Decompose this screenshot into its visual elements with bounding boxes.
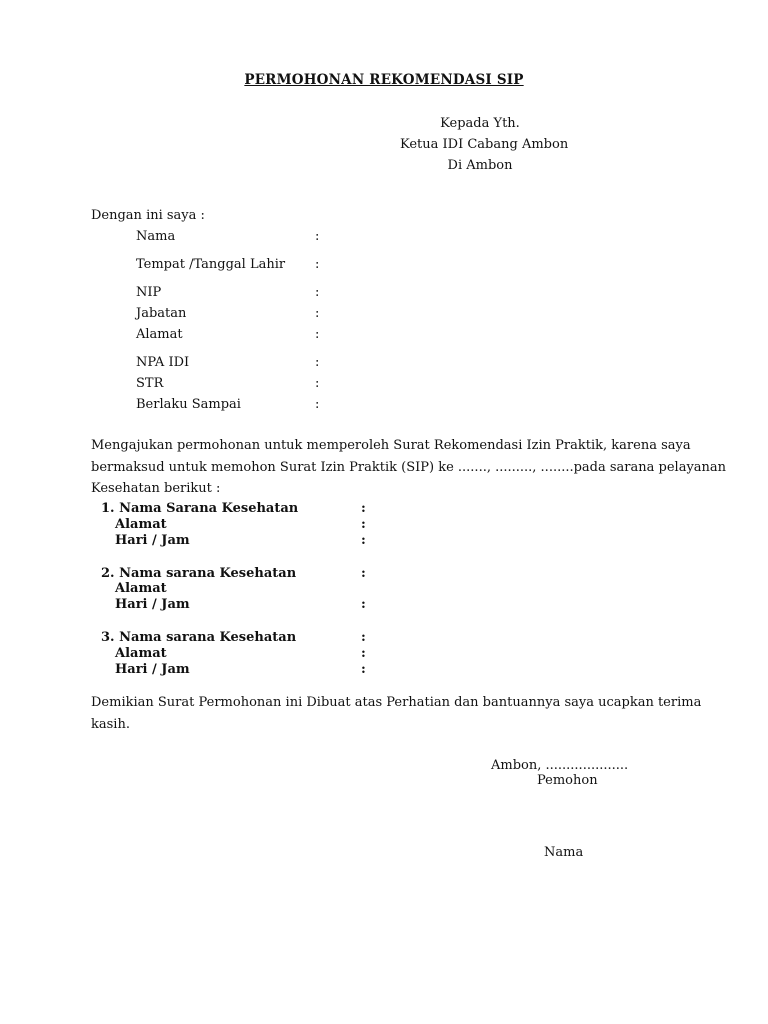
signature-place-date: Ambon, .................... xyxy=(491,758,629,773)
facility-2-name-colon: : xyxy=(361,566,366,581)
field-label-nip: NIP xyxy=(136,285,162,300)
field-label-jabatan: Jabatan xyxy=(136,306,187,321)
facility-1-name-label: 1. Nama Sarana Kesehatan xyxy=(101,501,299,516)
field-colon-ttl: : xyxy=(315,257,320,272)
field-colon-berlaku: : xyxy=(315,397,320,412)
field-label-npa-idi: NPA IDI xyxy=(136,355,190,370)
recipient-line-2: Ketua IDI Cabang Ambon xyxy=(400,137,569,152)
field-colon-nama: : xyxy=(315,229,320,244)
facility-3-alamat-label: Alamat xyxy=(115,646,167,661)
signature-role: Pemohon xyxy=(537,773,598,788)
facility-2-hari-colon: : xyxy=(361,597,366,612)
request-paragraph-line-1: Mengajukan permohonan untuk memperoleh Surat Rekomendasi Izin Praktik, karena saya xyxy=(91,438,691,453)
field-label-nama: Nama xyxy=(136,229,176,244)
facility-1-alamat-colon: : xyxy=(361,517,366,532)
facility-3-name-colon: : xyxy=(361,630,366,645)
field-label-alamat: Alamat xyxy=(136,327,183,342)
recipient-line-1: Kepada Yth. xyxy=(440,116,520,131)
facility-3-hari-label: Hari / Jam xyxy=(115,662,190,677)
facility-3-alamat-colon: : xyxy=(361,646,366,661)
field-colon-jabatan: : xyxy=(315,306,320,321)
closing-line-1: Demikian Surat Permohonan ini Dibuat atas Perhatian dan bantuannya saya ucapkan terima xyxy=(91,695,702,710)
facility-2-name-label: 2. Nama sarana Kesehatan xyxy=(101,566,297,581)
field-colon-alamat: : xyxy=(315,327,320,342)
facility-3-name-label: 3. Nama sarana Kesehatan xyxy=(101,630,297,645)
request-paragraph-line-2: bermaksud untuk memohon Surat Izin Praktik (SIP) ke ......., ........., ........pada sarana pelayanan xyxy=(91,460,727,475)
facility-1-hari-label: Hari / Jam xyxy=(115,533,190,548)
recipient-line-3: Di Ambon xyxy=(447,158,513,173)
document-title: PERMOHONAN REKOMENDASI SIP xyxy=(244,72,524,88)
signature-name: Nama xyxy=(544,845,584,860)
facility-1-name-colon: : xyxy=(361,501,366,516)
closing-line-2: kasih. xyxy=(91,717,130,732)
facility-3-hari-colon: : xyxy=(361,662,366,677)
facility-1-hari-colon: : xyxy=(361,533,366,548)
facility-2-alamat-label: Alamat xyxy=(115,581,167,596)
intro-text: Dengan ini saya : xyxy=(91,208,205,223)
facility-2-hari-label: Hari / Jam xyxy=(115,597,190,612)
field-colon-npa-idi: : xyxy=(315,355,320,370)
field-colon-str: : xyxy=(315,376,320,391)
request-paragraph-line-3: Kesehatan berikut : xyxy=(91,481,221,496)
field-colon-nip: : xyxy=(315,285,320,300)
field-label-str: STR xyxy=(136,376,164,391)
field-label-berlaku: Berlaku Sampai xyxy=(136,397,241,412)
field-label-ttl: Tempat /Tanggal Lahir xyxy=(136,257,286,272)
facility-1-alamat-label: Alamat xyxy=(115,517,167,532)
